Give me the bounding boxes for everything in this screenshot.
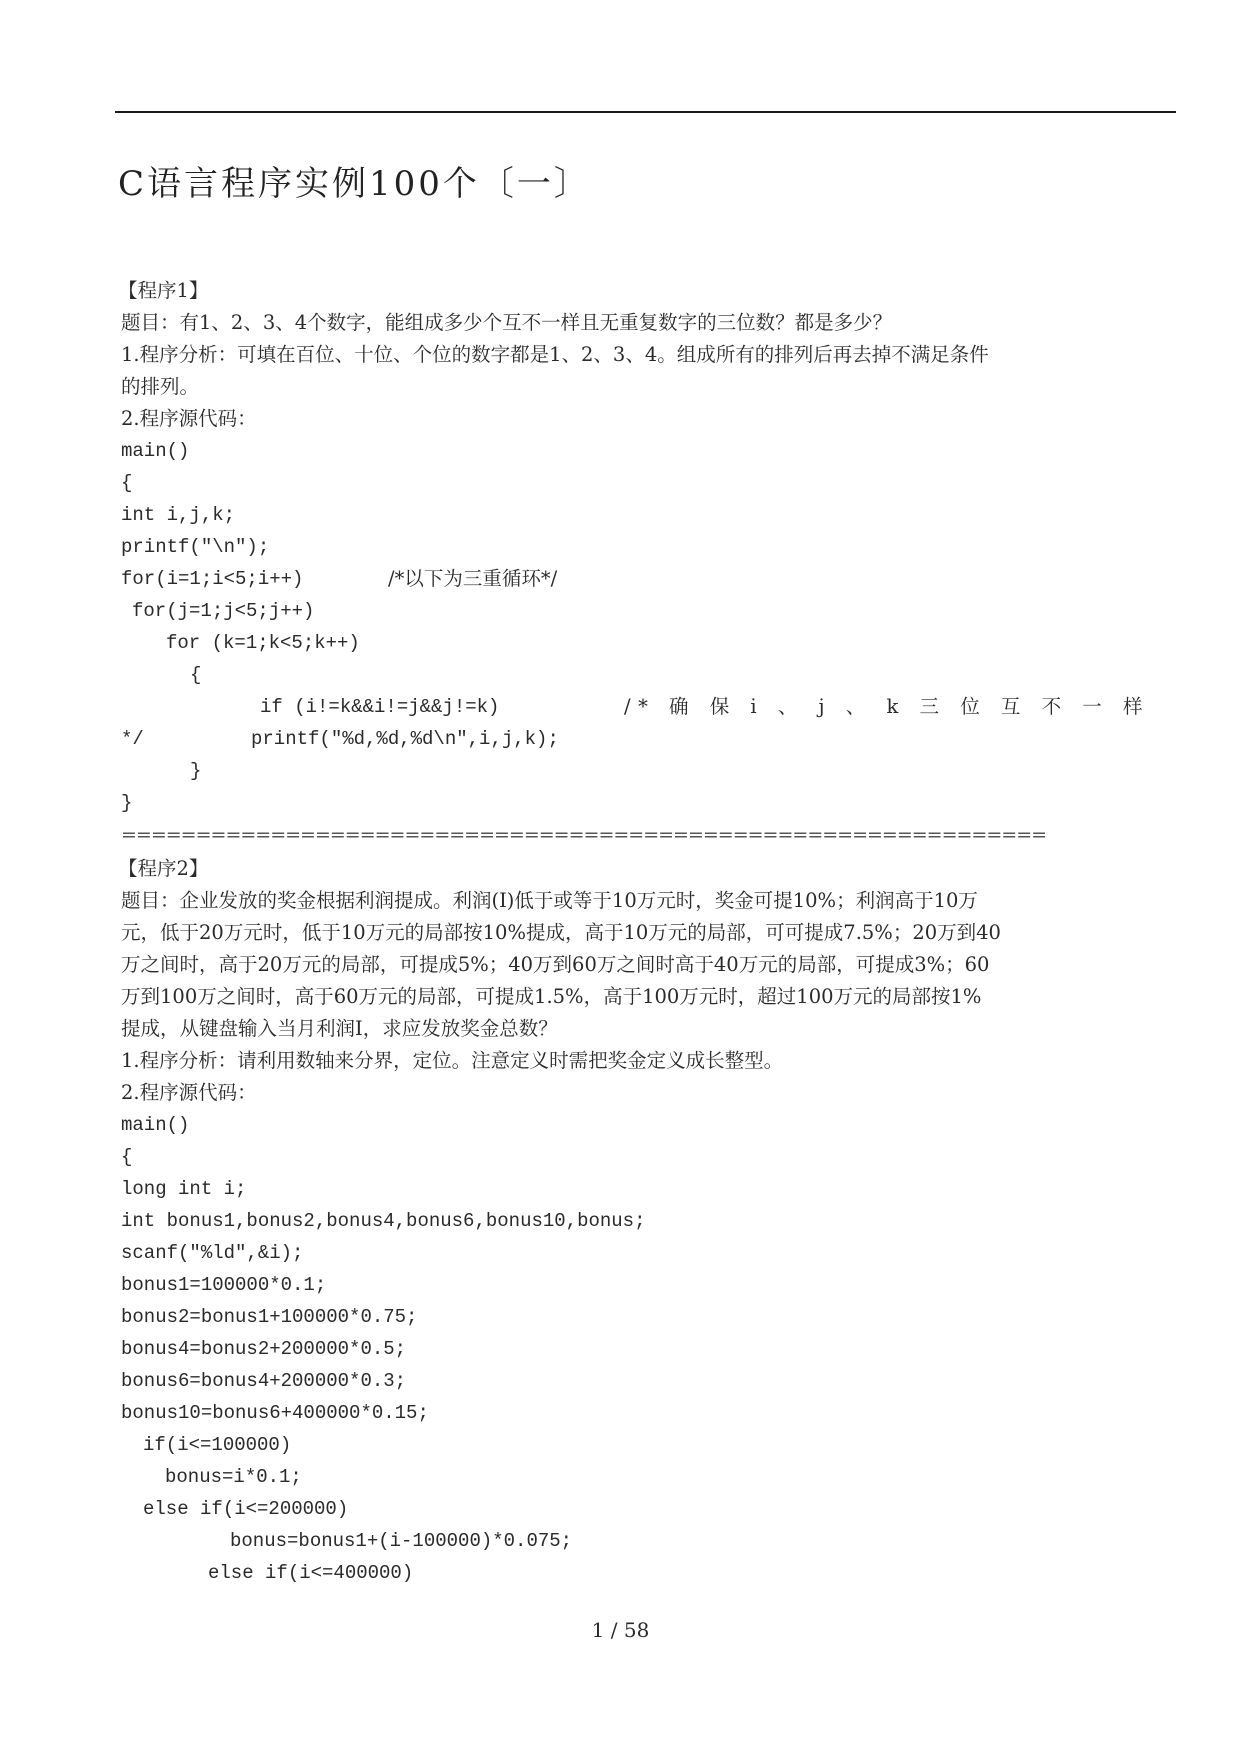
program-2-question-line: 题目：企业发放的奖金根据利润提成。利润(I)低于或等于10万元时，奖金可提10%；利润高于10万 <box>121 889 978 912</box>
code-comment-spread <box>624 695 1150 719</box>
code-line: bonus4=bonus2+200000*0.5; <box>121 1338 407 1360</box>
program-2-source-label: 2.程序源代码： <box>121 1081 257 1104</box>
code-line: bonus1=100000*0.1; <box>121 1274 327 1296</box>
program-2-question-line: 万到100万之间时，高于60万元的局部，可提成1.5%，高于100万元时，超过100万元的局部按1% <box>121 985 982 1008</box>
separator: ============================================================== <box>121 824 1047 846</box>
program-1-source-label: 2.程序源代码： <box>121 407 257 430</box>
code-line: } <box>190 760 202 782</box>
program-1-question: 题目：有1、2、3、4个数字，能组成多少个互不一样且无重复数字的三位数？都是多少？ <box>121 311 893 334</box>
code-line: for (k=1;k<5;k++) <box>166 632 360 654</box>
code-line: bonus=bonus1+(i-100000)*0.075; <box>230 1530 573 1552</box>
page-number: 1 / 58 <box>591 1618 650 1642</box>
code-line: printf("\n"); <box>121 536 270 558</box>
code-line: int bonus1,bonus2,bonus4,bonus6,bonus10,bonus; <box>121 1210 646 1232</box>
code-comment: /*以下为三重循环*/ <box>388 567 558 590</box>
program-1-analysis-line-2: 的排列。 <box>121 375 200 398</box>
code-line: else if(i<=400000) <box>208 1562 414 1584</box>
code-line: */ <box>121 728 144 750</box>
code-line: int i,j,k; <box>121 504 236 526</box>
program-1-analysis-line-1: 1.程序分析：可填在百位、十位、个位的数字都是1、2、3、4。组成所有的排列后再去掉不满足条件 <box>121 343 989 366</box>
code-line: for(i=1;i<5;i++) <box>121 568 304 590</box>
code-line: { <box>121 472 133 494</box>
code-line: if(i<=100000) <box>143 1434 292 1456</box>
header-rule <box>115 111 1176 113</box>
code-line: else if(i<=200000) <box>143 1498 349 1520</box>
code-line: bonus10=bonus6+400000*0.15; <box>121 1402 429 1424</box>
code-line: for(j=1;j<5;j++) <box>132 600 315 622</box>
page-title: C语言程序实例100个〔一〕 <box>118 164 591 204</box>
code-line: if (i!=k&&i!=j&&j!=k) <box>260 696 500 718</box>
program-2-header: 【程序2】 <box>118 857 209 880</box>
code-line: bonus=i*0.1; <box>165 1466 302 1488</box>
code-line: main() <box>121 440 190 462</box>
code-line: scanf("%ld",&i); <box>121 1242 304 1264</box>
program-2-question-line: 万之间时，高于20万元的局部，可提成5%；40万到60万之间时高于40万元的局部，可提成3%；60 <box>121 953 990 976</box>
code-line: { <box>121 1146 133 1168</box>
program-2-analysis: 1.程序分析：请利用数轴来分界，定位。注意定义时需把奖金定义成长整型。 <box>121 1049 784 1072</box>
program-1-header: 【程序1】 <box>118 279 209 302</box>
code-comment: /* 确 保 i 、 j 、 k 三 位 互 不 一 样 <box>624 695 1150 718</box>
program-2-question-line: 提成，从键盘输入当月利润I，求应发放奖金总数？ <box>121 1017 558 1040</box>
code-line: main() <box>121 1114 190 1136</box>
code-line: long int i; <box>121 1178 247 1200</box>
code-line: { <box>190 664 202 686</box>
code-line: bonus6=bonus4+200000*0.3; <box>121 1370 407 1392</box>
code-line: } <box>121 792 133 814</box>
program-2-question-line: 元，低于20万元时，低于10万元的局部按10%提成，高于10万元的局部，可可提成7.5%；20万到40 <box>121 921 1001 944</box>
code-line: bonus2=bonus1+100000*0.75; <box>121 1306 418 1328</box>
code-line: printf("%d,%d,%d\n",i,j,k); <box>251 728 559 750</box>
